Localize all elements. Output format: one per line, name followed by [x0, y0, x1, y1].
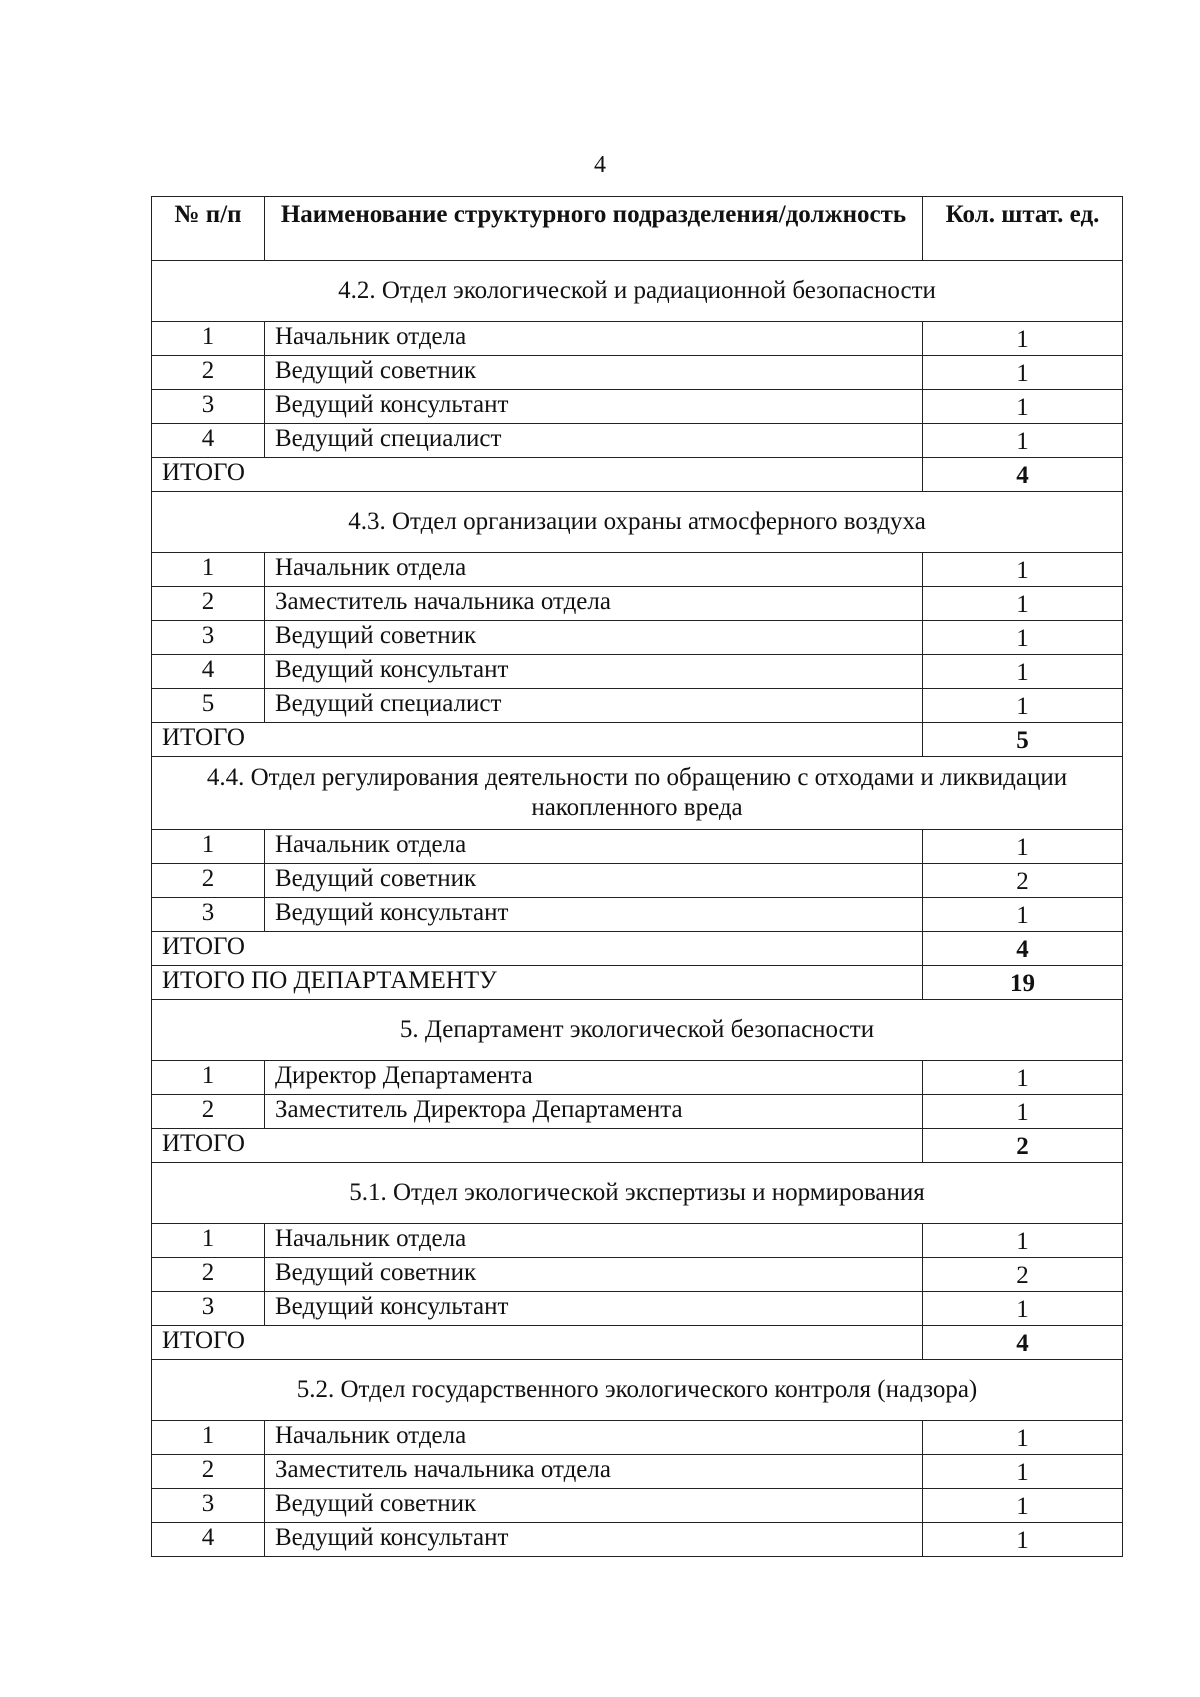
grand-total-row-value: 19: [923, 966, 1123, 1000]
table-row: [152, 830, 1123, 864]
position-name: Заместитель начальника отдела: [265, 587, 923, 621]
total-row: [152, 1326, 1123, 1360]
position-quantity: 1: [923, 1421, 1123, 1455]
total-row: [152, 932, 1123, 966]
section-title: 4.2. Отдел экологической и радиационной безопасности: [152, 261, 1123, 322]
table-row: [152, 1489, 1123, 1523]
section-title: 4.4. Отдел регулирования деятельности по обращению с отходами и ликвидации накопленного вреда: [152, 757, 1123, 830]
section-row: [152, 1000, 1123, 1061]
position-quantity: 1: [923, 1224, 1123, 1258]
row-number: 2: [152, 587, 265, 621]
position-name: Ведущий советник: [265, 1489, 923, 1523]
table-row: [152, 864, 1123, 898]
section-title: 5.1. Отдел экологической экспертизы и нормирования: [152, 1163, 1123, 1224]
section-row: [152, 1360, 1123, 1421]
position-quantity: 1: [923, 1061, 1123, 1095]
position-name: Заместитель Директора Департамента: [265, 1095, 923, 1129]
table-row: [152, 1292, 1123, 1326]
page-number: 4: [594, 152, 606, 178]
row-number: 3: [152, 390, 265, 424]
row-number: 1: [152, 553, 265, 587]
section-title: 4.3. Отдел организации охраны атмосферного воздуха: [152, 492, 1123, 553]
table-row: [152, 1258, 1123, 1292]
position-quantity: 1: [923, 1292, 1123, 1326]
table-row: [152, 1523, 1123, 1557]
row-number: 2: [152, 864, 265, 898]
grand-total-row: [152, 966, 1123, 1000]
position-quantity: 1: [923, 689, 1123, 723]
table-row: [152, 322, 1123, 356]
row-number: 4: [152, 1523, 265, 1557]
row-number: 2: [152, 1095, 265, 1129]
position-name: Ведущий консультант: [265, 390, 923, 424]
row-number: 3: [152, 898, 265, 932]
staffing-table: [151, 196, 1123, 1557]
table-row: [152, 1421, 1123, 1455]
table-row: [152, 587, 1123, 621]
section-row: [152, 261, 1123, 322]
position-name: Ведущий советник: [265, 356, 923, 390]
position-name: Заместитель начальника отдела: [265, 1455, 923, 1489]
section-row: [152, 757, 1123, 830]
row-number: 3: [152, 1489, 265, 1523]
row-number: 1: [152, 322, 265, 356]
position-quantity: 1: [923, 322, 1123, 356]
position-quantity: 1: [923, 1095, 1123, 1129]
total-row-value: 4: [923, 932, 1123, 966]
table-row: [152, 621, 1123, 655]
position-quantity: 1: [923, 1523, 1123, 1557]
table-row: [152, 1224, 1123, 1258]
header-quantity: Кол. штат. ед.: [923, 197, 1123, 261]
header-number: № п/п: [152, 197, 265, 261]
total-row-value: 5: [923, 723, 1123, 757]
total-row: [152, 458, 1123, 492]
position-quantity: 1: [923, 553, 1123, 587]
grand-total-row-label: ИТОГО ПО ДЕПАРТАМЕНТУ: [152, 966, 923, 1000]
row-number: 2: [152, 356, 265, 390]
total-row: [152, 723, 1123, 757]
position-name: Директор Департамента: [265, 1061, 923, 1095]
total-row-value: 4: [923, 1326, 1123, 1360]
position-quantity: 1: [923, 621, 1123, 655]
table-row: [152, 655, 1123, 689]
row-number: 1: [152, 1224, 265, 1258]
total-row-value: 2: [923, 1129, 1123, 1163]
position-quantity: 1: [923, 655, 1123, 689]
table-row: [152, 898, 1123, 932]
position-quantity: 1: [923, 356, 1123, 390]
total-row-label: ИТОГО: [152, 723, 923, 757]
row-number: 1: [152, 830, 265, 864]
position-name: Ведущий консультант: [265, 1292, 923, 1326]
table-row: [152, 1095, 1123, 1129]
total-row-label: ИТОГО: [152, 1129, 923, 1163]
position-name: Начальник отдела: [265, 553, 923, 587]
position-name: Ведущий специалист: [265, 689, 923, 723]
position-name: Ведущий советник: [265, 621, 923, 655]
position-name: Ведущий советник: [265, 1258, 923, 1292]
total-row-label: ИТОГО: [152, 458, 923, 492]
position-name: Начальник отдела: [265, 322, 923, 356]
row-number: 1: [152, 1061, 265, 1095]
header-name: Наименование структурного подразделения/должность: [265, 197, 923, 261]
section-row: [152, 492, 1123, 553]
table-row: [152, 689, 1123, 723]
position-name: Ведущий советник: [265, 864, 923, 898]
position-name: Начальник отдела: [265, 1224, 923, 1258]
row-number: 4: [152, 424, 265, 458]
row-number: 2: [152, 1455, 265, 1489]
position-quantity: 1: [923, 1489, 1123, 1523]
section-title: 5. Департамент экологической безопасности: [152, 1000, 1123, 1061]
section-title: 5.2. Отдел государственного экологического контроля (надзора): [152, 1360, 1123, 1421]
row-number: 3: [152, 621, 265, 655]
position-name: Ведущий консультант: [265, 898, 923, 932]
position-quantity: 1: [923, 390, 1123, 424]
position-name: Ведущий специалист: [265, 424, 923, 458]
position-name: Ведущий консультант: [265, 655, 923, 689]
total-row: [152, 1129, 1123, 1163]
total-row-label: ИТОГО: [152, 932, 923, 966]
position-quantity: 1: [923, 587, 1123, 621]
position-quantity: 1: [923, 830, 1123, 864]
row-number: 1: [152, 1421, 265, 1455]
total-row-label: ИТОГО: [152, 1326, 923, 1360]
table-row: [152, 390, 1123, 424]
total-row-value: 4: [923, 458, 1123, 492]
table-row: [152, 424, 1123, 458]
table-row: [152, 1061, 1123, 1095]
position-name: Начальник отдела: [265, 830, 923, 864]
table-header-row: [152, 197, 1123, 261]
position-quantity: 1: [923, 1455, 1123, 1489]
table-body: [152, 261, 1123, 1557]
row-number: 5: [152, 689, 265, 723]
table-row: [152, 356, 1123, 390]
section-row: [152, 1163, 1123, 1224]
position-quantity: 2: [923, 864, 1123, 898]
table-row: [152, 1455, 1123, 1489]
position-name: Ведущий консультант: [265, 1523, 923, 1557]
position-quantity: 2: [923, 1258, 1123, 1292]
table-row: [152, 553, 1123, 587]
position-quantity: 1: [923, 424, 1123, 458]
row-number: 4: [152, 655, 265, 689]
position-quantity: 1: [923, 898, 1123, 932]
position-name: Начальник отдела: [265, 1421, 923, 1455]
row-number: 3: [152, 1292, 265, 1326]
row-number: 2: [152, 1258, 265, 1292]
